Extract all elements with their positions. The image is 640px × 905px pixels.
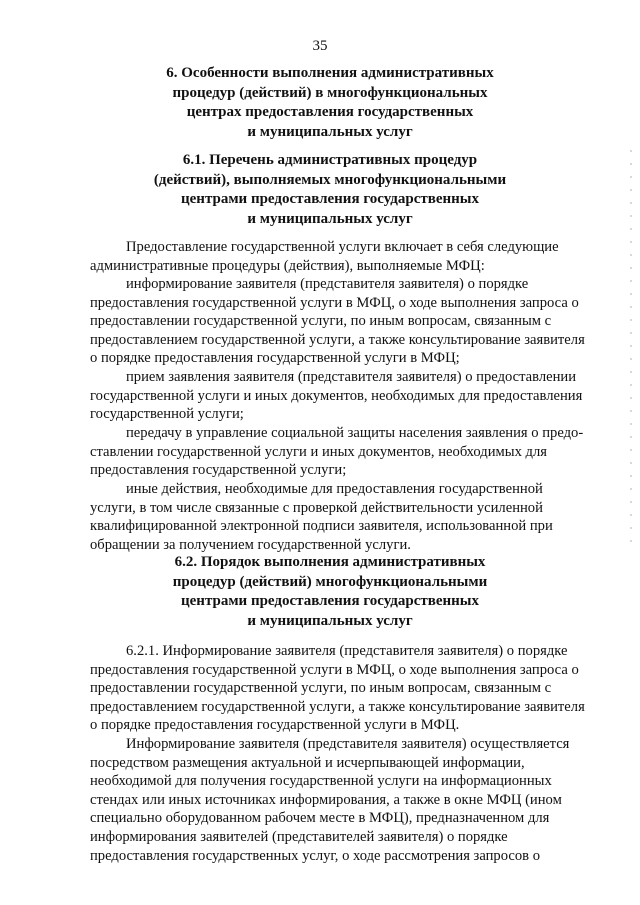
text-line: услуги, в том числе связанные с проверкой действительности усиленной <box>90 499 543 516</box>
heading-line: центрами предоставления государственных <box>181 593 479 609</box>
text-line: государственной услуги и иных документов, необходимых для предоставления <box>90 387 583 404</box>
text-line: предоставления государственной услуги в МФЦ, о ходе выполнения запроса о <box>90 661 579 678</box>
text-line: иные действия, необходимые для предоставления государственной <box>126 481 543 497</box>
paragraph-informing <box>90 275 608 368</box>
heading-line: процедур (действий) в многофункциональных <box>172 84 488 101</box>
heading-line: процедур (действий) многофункциональными <box>172 573 488 590</box>
text-line: о порядке предоставления государственной услуги в МФЦ. <box>90 717 460 734</box>
heading-line: и муниципальных услуг <box>247 210 413 227</box>
text-line: прием заявления заявителя (представителя заявителя) о предоставлении <box>126 369 577 385</box>
text-line: предоставлением государственной услуги, а также консультирование заявителя <box>90 331 585 348</box>
text-line: Предоставление государственной услуги включает в себя следующие <box>126 239 559 255</box>
heading-line: 6. Особенности выполнения административных <box>166 65 494 81</box>
text-line: предоставления государственной услуги; <box>90 462 347 479</box>
text-line: информирование заявителя (представителя заявителя) о порядке <box>126 276 529 292</box>
paragraph-other-actions <box>90 480 608 554</box>
paragraph-6-2-1 <box>90 642 608 735</box>
text-line: посредством размещения актуальной и исчерпывающей информации, <box>90 754 525 771</box>
text-line: квалифицированной электронной подписи заявителя, использованной при <box>90 518 553 535</box>
paragraph-intro <box>90 238 608 275</box>
section-6-2-heading <box>60 553 600 631</box>
text-line: передачу в управление социальной защиты населения заявления о предо- <box>126 425 584 441</box>
page-number: 35 <box>312 38 328 54</box>
heading-line: и муниципальных услуг <box>247 123 413 140</box>
text-line: предоставления государственной услуги в МФЦ, о ходе выполнения запроса о <box>90 294 579 311</box>
text-line: 6.2.1. Информирование заявителя (представителя заявителя) о порядке <box>126 643 568 659</box>
text-line: информирования заявителей (представителей заявителя) о порядке <box>90 828 508 845</box>
text-line: Информирование заявителя (представителя заявителя) осуществляется <box>126 736 570 752</box>
text-line: предоставлении государственной услуги, по иным вопросам, связанным с <box>90 680 552 697</box>
heading-line: (действий), выполняемых многофункциональными <box>153 171 507 188</box>
text-line: специально оборудованном рабочем месте в МФЦ), предназначенном для <box>90 810 550 827</box>
text-line: о порядке предоставления государственной услуги в МФЦ; <box>90 350 460 367</box>
text-line: предоставлением государственной услуги, а также консультирование заявителя <box>90 698 585 715</box>
text-line: административные процедуры (действия), выполняемые МФЦ: <box>90 257 485 274</box>
heading-line: 6.2. Порядок выполнения административных <box>174 554 486 570</box>
text-line: стендах или иных источниках информирования, а также в окне МФЦ (ином <box>90 791 562 808</box>
text-line: предоставлении государственной услуги, по иным вопросам, связанным с <box>90 313 552 330</box>
section-6-1-heading <box>60 151 600 229</box>
text-line: государственной услуги; <box>90 406 244 423</box>
text-line: обращении за получением государственной услуги. <box>90 536 411 553</box>
text-line: необходимой для получения государственной услуги на информационных <box>90 773 552 790</box>
paragraph-informing-method <box>90 735 608 865</box>
paragraph-transfer <box>90 424 608 480</box>
scan-edge-marks <box>630 150 632 550</box>
heading-line: центрах предоставления государственных <box>186 104 474 120</box>
paragraph-reception <box>90 368 608 424</box>
heading-line: и муниципальных услуг <box>247 612 413 629</box>
text-line: ставлении государственной услуги и иных документов, необходимых для <box>90 443 547 460</box>
heading-line: центрами предоставления государственных <box>181 191 479 207</box>
section-6-heading <box>60 64 600 142</box>
heading-line: 6.1. Перечень административных процедур <box>182 152 478 168</box>
text-line: предоставления государственных услуг, о ходе рассмотрения запросов о <box>90 847 540 864</box>
